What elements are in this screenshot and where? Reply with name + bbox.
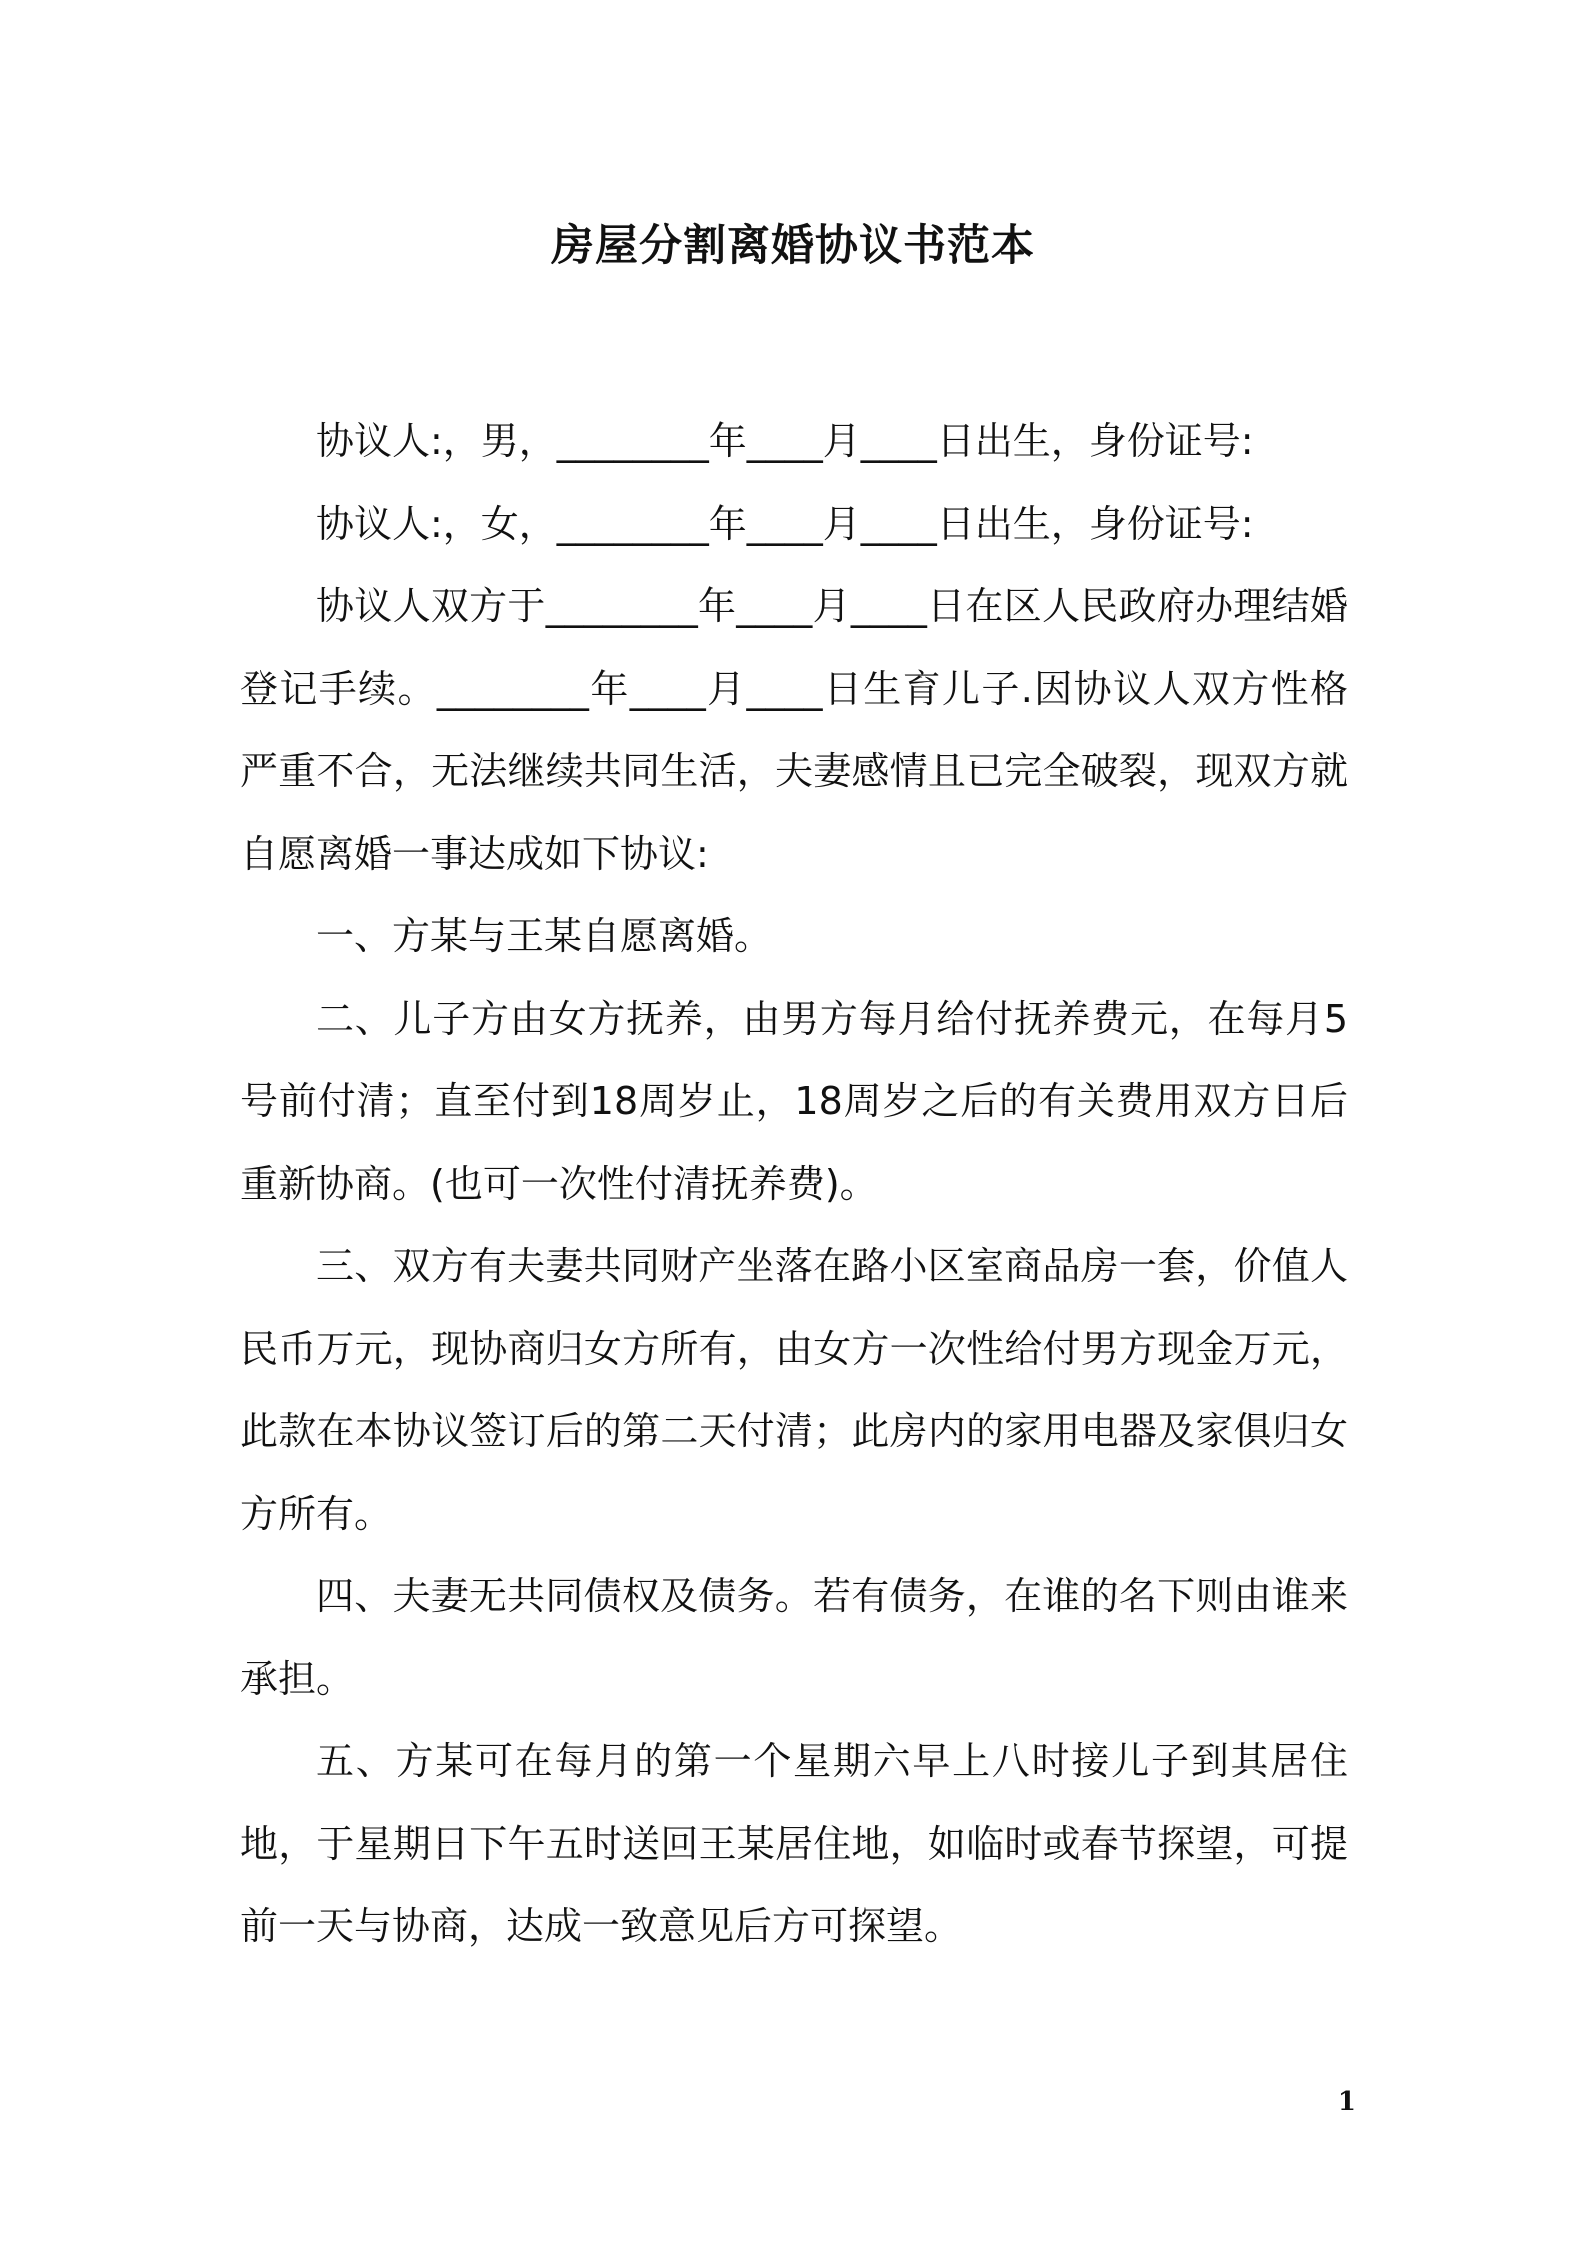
paragraph-party-female: 协议人:，女，________年____月____日出生，身份证号: <box>316 501 1254 546</box>
paragraph-clause-5: 五、方某可在每月的第一个星期六早上八时接儿子到其居住地，于星期日下午五时送回王某居住地，如临时或春节探望，可提前一天与协商，达成一致意见后方可探望。 <box>240 1739 1348 1948</box>
paragraph-clause-1: 一、方某与王某自愿离婚。 <box>316 914 773 958</box>
document-title: 房屋分割离婚协议书范本 <box>551 221 1035 271</box>
paragraph-clause-3: 三、双方有夫妻共同财产坐落在路小区室商品房一套，价值人民币万元，现协商归女方所有，由女方一次性给付男方现金万元，此款在本协议签订后的第二天付清；此房内的家用电器及家俱归女方所有。 <box>240 1244 1348 1536</box>
page-number: 1 <box>1337 2087 1356 2117</box>
document-body <box>240 400 1348 1968</box>
paragraph-background: 协议人双方于________年____月____日在区人民政府办理结婚登记手续。________年____月____日生育儿子.因协议人双方性格严重不合，无法继续共同生活，夫妻感情且已完全破裂，现双方就自愿离婚一事达成如下协议: <box>240 584 1348 876</box>
paragraph-clause-2: 二、儿子方由女方抚养，由男方每月给付抚养费元，在每月5号前付清；直至付到18周岁止，18周岁之后的有关费用双方日后重新协商。(也可一次性付清抚养费)。 <box>240 996 1348 1206</box>
paragraph-clause-4: 四、夫妻无共同债权及债务。若有债务，在谁的名下则由谁来承担。 <box>240 1574 1348 1701</box>
paragraph-party-male: 协议人:，男，________年____月____日出生，身份证号: <box>316 419 1254 463</box>
